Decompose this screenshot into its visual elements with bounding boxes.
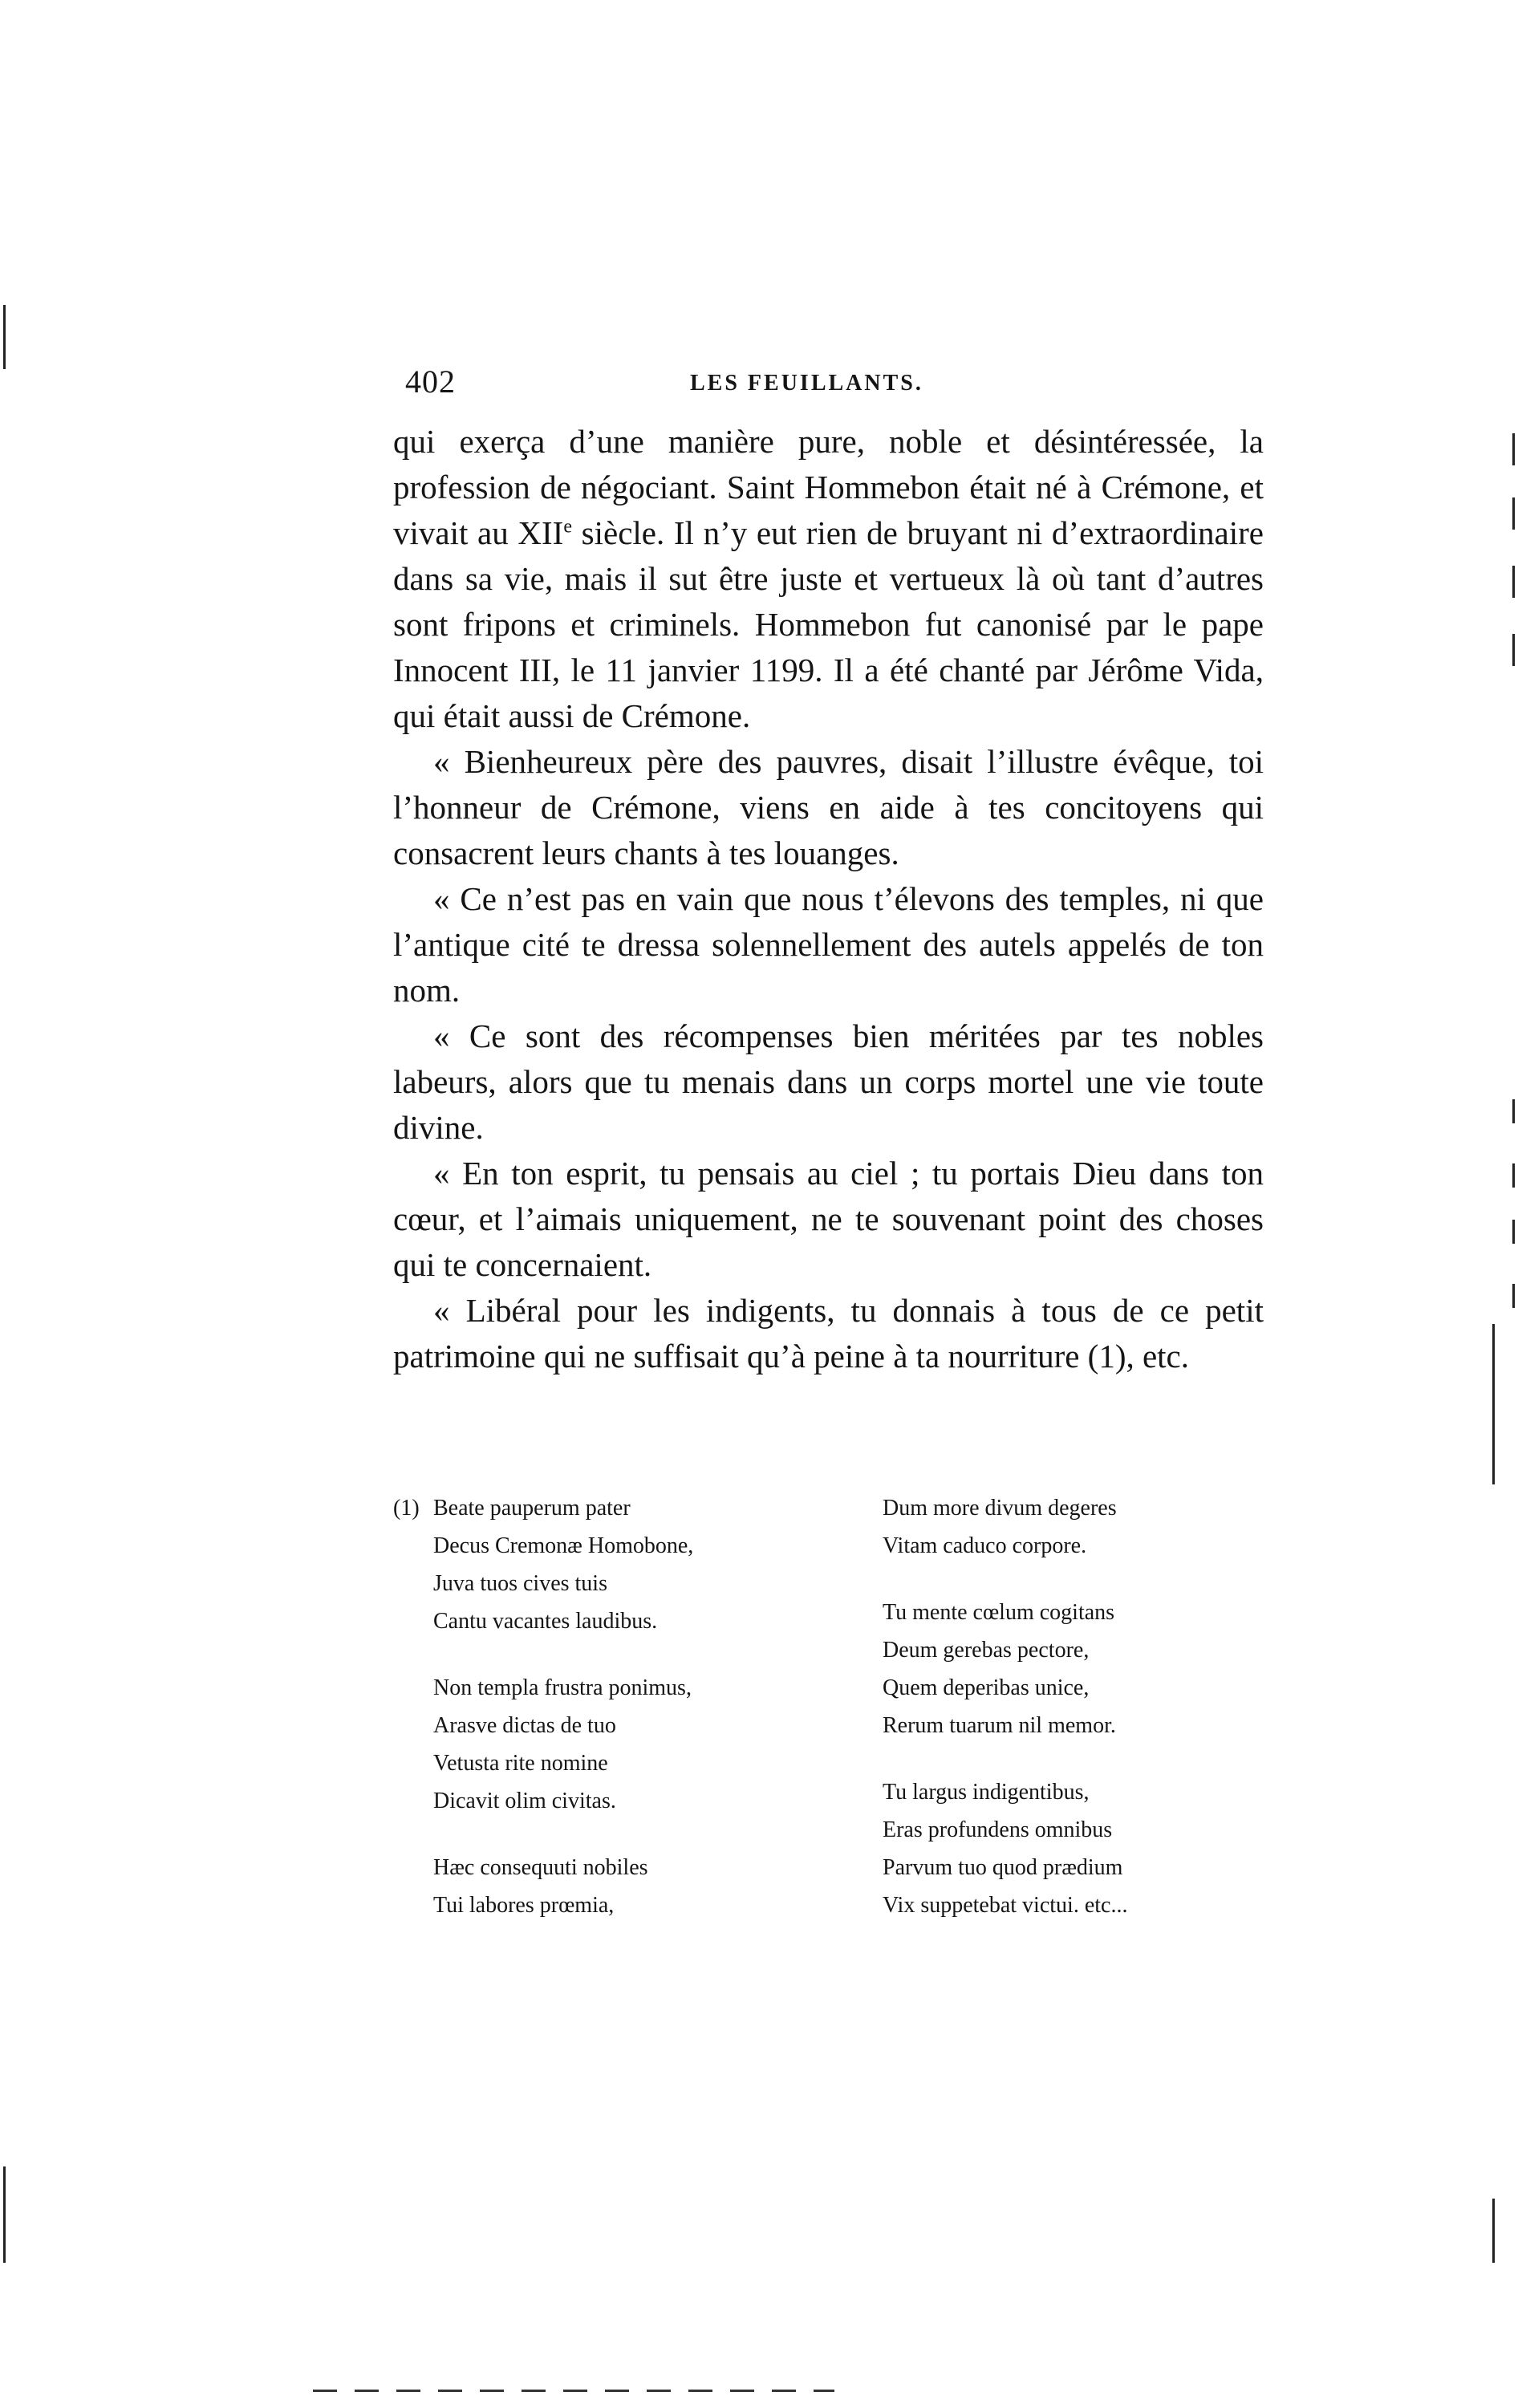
scan-margin-mark	[1492, 1324, 1495, 1484]
footnote-stanza	[393, 1489, 810, 1640]
scan-margin-mark	[1512, 433, 1515, 465]
footnote-right-column	[883, 1489, 1300, 1953]
paragraph-1-start: qui exerça d’une manière pure, noble et désintéressée, la profession de négociant. Saint Hommebon était né à Crémone, et vivait au XII	[393, 423, 1264, 551]
footnote-line	[393, 1489, 810, 1527]
century-superscript: e	[563, 516, 572, 538]
footnote-line: Tu mente cœlum cogitans	[883, 1600, 1115, 1625]
footnote-line: Juva tuos cives tuis	[433, 1571, 607, 1596]
footnote-line: Deum gerebas pectore,	[883, 1638, 1090, 1663]
footnote-left-column	[393, 1489, 810, 1953]
paragraph-2: « Bienheureux père des pauvres, disait l’illustre évêque, toi l’honneur de Crémone, viens en aide à tes concitoyens qui consacrent leurs chants à tes louanges.	[393, 743, 1264, 871]
footnote-line: Parvum tuo quod prædium	[883, 1855, 1123, 1880]
scan-margin-mark	[1512, 1220, 1515, 1244]
footnote-line: Dicavit olim civitas.	[433, 1789, 616, 1813]
scan-bottom-dashes	[313, 2390, 834, 2392]
footnote-line: Arasve dictas de tuo	[433, 1713, 616, 1738]
paragraph-1-rest: siècle. Il n’y eut rien de bruyant ni d’extraordinaire dans sa vie, mais il sut être juste et vertueux là où tant d’autres sont fripons et criminels. Hommebon fut canonisé par le pape Innocent III, le 11 janvier 1199. Il a été chanté par Jérôme Vida, qui était aussi de Crémone.	[393, 514, 1264, 734]
scan-margin-mark	[1512, 1163, 1515, 1188]
footnote-line: Tui labores prœmia,	[433, 1893, 615, 1918]
scan-margin-mark	[1512, 634, 1515, 666]
paragraph-6: « Libéral pour les indigents, tu donnais à tous de ce petit patrimoine qui ne suffisait qu’à peine à ta nourriture (1), etc.	[393, 1292, 1264, 1375]
scan-margin-mark	[1512, 1099, 1515, 1123]
footnote-stanza	[393, 1669, 810, 1820]
footnote-stanza	[883, 1773, 1300, 1924]
scan-margin-mark	[1512, 566, 1515, 598]
paragraph-1	[393, 419, 1264, 739]
footnote-line: Non templa frustra ponimus,	[433, 1675, 692, 1700]
paragraph-5: « En ton esprit, tu pensais au ciel ; tu portais Dieu dans ton cœur, et l’aimais uniquement, ne te souvenant point des choses qui te concernaient.	[393, 1155, 1264, 1283]
running-title: LES FEUILLANTS.	[690, 371, 923, 396]
footnote-marker: (1)	[393, 1496, 420, 1521]
paragraph-3: « Ce n’est pas en vain que nous t’élevons des temples, ni que l’antique cité te dressa solennellement des autels appelés de ton nom.	[393, 880, 1264, 1009]
footnote-line: Vix suppetebat victui. etc...	[883, 1893, 1128, 1918]
footnote-line: Vetusta rite nomine	[433, 1751, 608, 1776]
footnote-line: Cantu vacantes laudibus.	[433, 1609, 658, 1634]
footnote-line: Vitam caduco corpore.	[883, 1533, 1087, 1558]
main-text	[393, 419, 1264, 1379]
footnote-line: Decus Cremonæ Homobone,	[433, 1533, 694, 1558]
paragraph-4: « Ce sont des récompenses bien méritées par tes nobles labeurs, alors que tu menais dans un corps mortel une vie toute divine.	[393, 1017, 1264, 1146]
footnote-line: Hæc consequuti nobiles	[433, 1855, 648, 1880]
footnote-stanza	[883, 1594, 1300, 1744]
scan-margin-mark	[1512, 1284, 1515, 1308]
scan-margin-mark	[1492, 2199, 1495, 2263]
scan-margin-mark	[3, 305, 6, 369]
scan-margin-mark	[1512, 497, 1515, 530]
footnote-stanza	[883, 1489, 1300, 1565]
footnote-stanza	[393, 1849, 810, 1924]
scan-margin-mark	[3, 2166, 6, 2263]
page-header	[405, 363, 1264, 411]
footnote-line: Quem deperibas unice,	[883, 1675, 1090, 1700]
page-number: 402	[405, 363, 456, 400]
footnote-line: Dum more divum degeres	[883, 1496, 1117, 1521]
footnote-line-text: Beate pauperum pater	[433, 1496, 631, 1521]
footnote-line: Eras profundens omnibus	[883, 1817, 1113, 1842]
footnote-line: Tu largus indigentibus,	[883, 1780, 1090, 1805]
footnote-line: Rerum tuarum nil memor.	[883, 1713, 1116, 1738]
